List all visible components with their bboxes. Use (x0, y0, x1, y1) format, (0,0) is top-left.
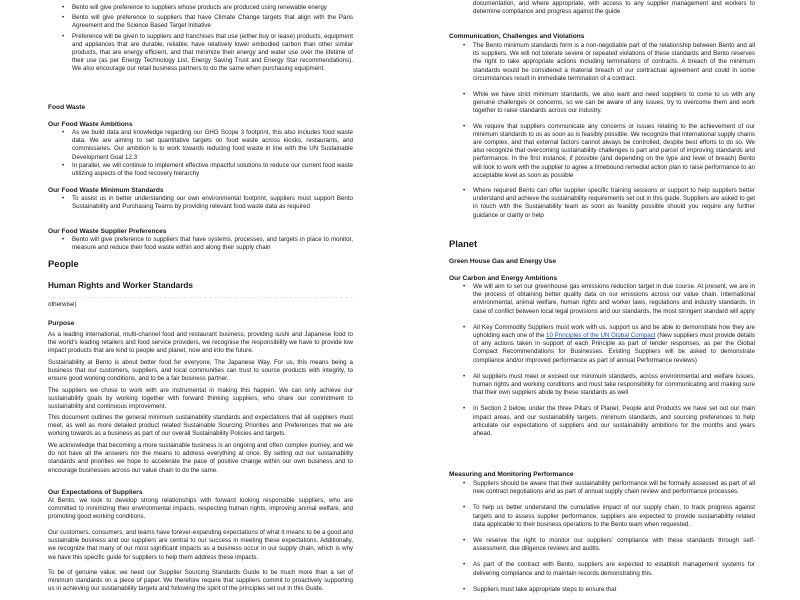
list-item: • The Bento minimum standards form is a non-negotiable part of the relationship between Bento and all its suppliers. We will not tolerate severe or repeated violations of these standards and Bento reserves the right to take appropriate actions including terminations of contracts. A breach of the minimum standards would be considered a material breach of our contractual agreement and could in some circumstances result in immediate termination of a contract. (449, 42, 755, 83)
list-item: • All suppliers must meet or exceed our minimum standards, across environmental and welfare issues, human rights and working conditions and must take responsibility for communicating and making sure that their own suppliers abide by these standards as well (449, 373, 755, 398)
list-item: • To help us better understand the cumulative impact of our supply chain, to track progress against targets and to assess supplier performance, suppliers are expected to provide sustainability related data applicable to their business operations to the Bento team when requested. (449, 504, 755, 529)
list-item: • Where required Bento can offer supplier specific training sessions or support to help suppliers better understand and achieve the sustainability requirements set out in this guide. Suppliers are asked to get in touch with the Sustainability team as soon as feasibly possible should you require any further guidance or clarity or help (449, 187, 755, 220)
communication-list (449, 42, 755, 220)
list-item: • Suppliers should be aware that their sustainability performance will be formally assessed as part of all new contract negotiations and as part of annual supply chain review and performance processes. (449, 480, 755, 496)
continued-list (449, 0, 755, 16)
food-waste-ambitions-list (48, 129, 353, 178)
food-waste-supplier-pref-heading: Our Food Waste Supplier Preferences (48, 228, 167, 235)
purpose-paragraph: The suppliers we chose to work with are instrumental in making this happen. We can only achieve our sustainability goals by working together with forward thinking suppliers, who share our commitment to sustainability and continuous improvement. (48, 387, 353, 411)
human-rights-heading: Human Rights and Worker Standards (48, 281, 193, 290)
expectations-paragraph: At Bento, we look to develop strong relationships with forward looking responsible suppliers, who are committed to minimizing their environmental impacts, respecting human rights, improving animal welfare, and promoting good working conditions. (48, 497, 353, 521)
expectations-heading: Our Expectations of Suppliers (48, 489, 143, 496)
expectations-paragraph: Our customers, consumers, and teams have forever-expanding expectations of what it means to be a good and sustainable business and our suppliers are central to our success in meeting these expectations. Additionally, we recognize that many of our most significant impacts as a business occur in our supply chain, which is why we have this specific guide for suppliers to help them address these impacts. (48, 529, 353, 561)
food-waste-supplier-pref-list (48, 236, 353, 252)
list-item: • Bento will give preference to suppliers whose products are produced using renewable energy (48, 4, 353, 12)
list-item: • As we build data and knowledge regarding our GHG Scope 3 footprint, this also includes food waste data. We are aiming to set quantitative targets on food waste across kiosks, restaurants, and commissaries. Our ambition is to work towards reducing food waste in line with the UN Sustainable Development Goal 12.3 (48, 129, 353, 162)
food-waste-min-standards-list (48, 195, 353, 211)
list-item: • In Section 2 below, under the three Pillars of Planet, People and Products we have set out our main impact areas, and our sustainability targets, minimum standards, and sourcing preferences to help articulate our expectations of suppliers and our sustainability ambitions for the months and years ahead. (449, 405, 755, 438)
list-item: • Suppliers must take appropriate steps to ensure that (449, 586, 755, 594)
ghg-heading: Green House Gas and Energy Use (449, 258, 557, 265)
list-item: • We require that suppliers communicate any concerns or issues relating to the achievement of our minimum standards to us as soon as is feasibly possible. We recognize that international supply chains are complex, and that external factors cannot always be controlled, despite best efforts to do so. We also recognize that overcoming sustainability challenges is part and parcel of improving standards and performance. In the first instance, if possible (and depending on the type and level of breach) Bento will look to work with the supplier to agree a timebound remedial action plan to raise performance to an acceptable level as soon as possible (449, 123, 755, 180)
list-item: • In parallel, we will continue to implement effective impactful solutions to reduce our current food waste utilizing aspects of the food recovery hierarchy (48, 162, 353, 178)
planet-heading: Planet (449, 238, 478, 249)
purpose-paragraph: This document outlines the general minimum sustainability standards and expectations that all suppliers must meet, as well as more detailed product related Sustainable Sourcing Priorities and Preferences that we are working towards as a business as part of our overall Sustainability Policies and targets. (48, 414, 353, 438)
purpose-paragraph: We acknowledge that becoming a more sustainable business is an ongoing and often complex journey, and we do not have all the answers nor the means to address everything at once. By setting out our sustainability standards and priorities we hope to accelerate the pace of positive change within our own business and to encourage businesses across our value chain to do the same. (48, 442, 353, 474)
energy-preference-list (48, 4, 353, 74)
carbon-ambitions-heading: Our Carbon and Energy Ambitions (449, 275, 558, 282)
list-item: • While we have strict minimum standards, we also want and need suppliers to come to us with any genuine challenges or concerns, so we can be aware of any issues, try to overcome them and work together to raise standards across our industry. (449, 91, 755, 116)
ungc-principles-link[interactable]: 10 Principles of the UN Global Compact (546, 332, 656, 340)
ungc-text-post: (New suppliers must provide details of any actions taken in support of each Principle as part of tender responses, as per the Global Compact Recommendations for Businesses. Existing Suppliers will be asked to demonstrate compliance and/or improved performance as part of annual Performance reviews) (473, 332, 755, 364)
measuring-heading: Measuring and Monitoring Performance (449, 471, 574, 478)
list-item: • Preference will be given to suppliers and franchises that use (either buy or lease) products, equipment and appliances that are durable, reliable, have relatively lower embodied carbon than other similar products, that are energy efficient, and that minimize their energy and water use over the lifetime of their use (as per Energy Technology List, Energy Saving Trust and Energy Star recommendations). We also encourage our retail business partners to do the same when purchasing equipment. (48, 33, 353, 74)
carbon-ambitions-list (449, 283, 755, 438)
clipped-fragment: otherwise) (48, 301, 77, 308)
communication-heading: Communication, Challenges and Violations (449, 33, 585, 40)
list-item: • We reserve the right to monitor our suppliers' compliance with these standards through self-assessment, due diligence reviews and audits. (449, 537, 755, 553)
purpose-heading: Purpose (48, 320, 75, 327)
list-item (449, 324, 755, 365)
food-waste-ambitions-heading: Our Food Waste Ambitions (48, 121, 133, 128)
list-item: • As part of the contract with Bento, suppliers are expected to establish management systems for delivering compliance and to maintain records demonstrating this. (449, 561, 755, 577)
food-waste-min-standards-heading: Our Food Waste Minimum Standards (48, 187, 164, 194)
ungc-text-pre: All Key Commodity Suppliers must work with us, support us and be able to demonstrate how they are upholding each one of the (473, 323, 755, 340)
people-heading: People (48, 258, 79, 269)
list-item: documentation, and where appropriate, with access to any supplier management and workers to determine compliance and progress against the guide (473, 0, 755, 16)
list-item: • We will aim to set our greenhouse gas emissions reduction target in due course. At present, we are in the process of obtaining better quality data on our emissions across our value chain. International environmental, animal welfare, human rights and worker laws, regulations and industry standards. In case of conflict between local legal provisions and our standards, the most stringent standard will apply (449, 283, 755, 316)
list-item: • To assist us in better understanding our own environmental footprint, suppliers must support Bento Sustainability and Purchasing Teams by providing relevant food waste data as required (48, 195, 353, 211)
purpose-paragraph: As a leading international, multi-channel food and restaurant business, providing sushi and Japanese food to the world's leading retailers and food service providers, we recognise the responsibility we have to provide low impact products that are kind to people and planet, now and into the future. (48, 331, 353, 355)
list-item: • Bento will give preference to suppliers that have Climate Change targets that align with the Paris Agreement and the Science Based Target Initiative (48, 14, 353, 30)
list-item: • Bento will give preference to suppliers that have systems, processes, and targets in place to monitor, measure and reduce their food waste within and along their supply chain (48, 236, 353, 252)
expectations-paragraph: To be of genuine value, we need our Supplier Sourcing Standards Guide to be much more than a set of minimum standards on a piece of paper. We therefore require that suppliers commit to proactively supporting us in achieving our sustainability targets and following the spirit of the principles set out in this Guide. (48, 569, 353, 593)
food-waste-heading: Food Waste (48, 104, 86, 111)
purpose-paragraph: Sustainability at Bento is about better food for everyone, The Japanese Way. For us, this means being a business that our customers, suppliers, and local communities can trust to source products with integrity, to ensure good working conditions, and to be a fair business partner. (48, 359, 353, 383)
measuring-list (449, 480, 755, 594)
